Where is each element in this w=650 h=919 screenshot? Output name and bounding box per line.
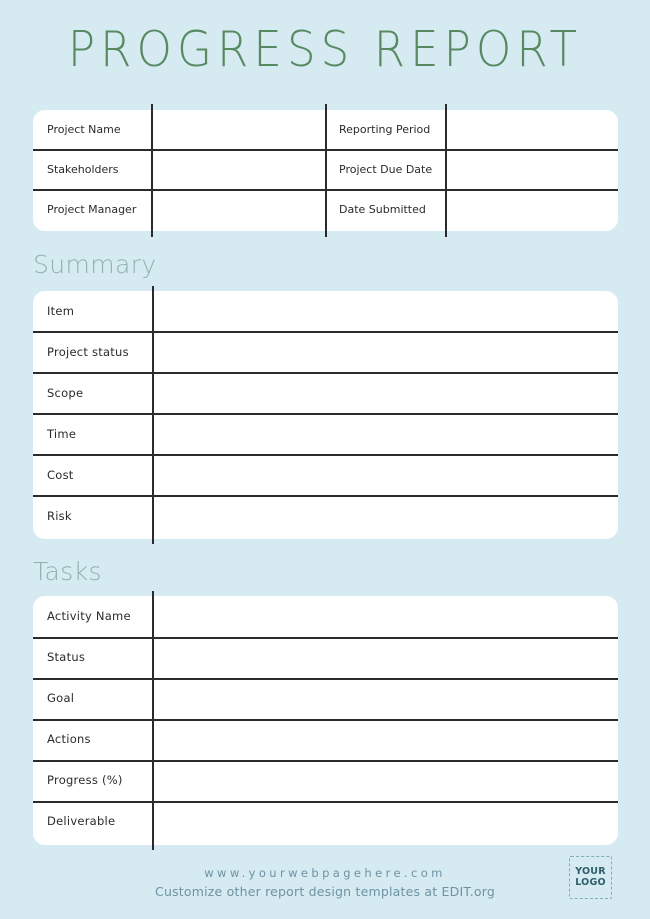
tasks-label-status: Status [47, 650, 86, 664]
tasks-row-divider-1 [33, 637, 618, 639]
tasks-field-progress[interactable] [155, 763, 615, 801]
logo-line-2: LOGO [575, 876, 606, 888]
tasks-field-actions[interactable] [155, 722, 615, 760]
info-column-divider-1 [151, 104, 153, 237]
summary-field-item[interactable] [155, 293, 615, 331]
info-column-divider-2 [325, 104, 327, 237]
info-column-divider-3 [445, 104, 447, 237]
page-title: PROGRESS REPORT [67, 21, 583, 78]
summary-table [33, 291, 618, 539]
tasks-section-heading: Tasks [33, 557, 102, 586]
tasks-label-progress: Progress (%) [47, 773, 123, 787]
tasks-column-divider [152, 591, 154, 850]
summary-field-scope[interactable] [155, 375, 615, 413]
info-label-reporting-period: Reporting Period [339, 123, 431, 136]
summary-row-divider-5 [33, 495, 618, 497]
info-label-project-due-date: Project Due Date [339, 163, 433, 176]
tasks-label-activity-name: Activity Name [47, 609, 131, 623]
info-label-stakeholders: Stakeholders [47, 163, 119, 176]
tasks-label-deliverable: Deliverable [47, 814, 116, 828]
summary-field-cost[interactable] [155, 457, 615, 495]
tasks-field-goal[interactable] [155, 681, 615, 719]
summary-label-item: Item [47, 304, 75, 318]
summary-row-divider-3 [33, 413, 618, 415]
summary-column-divider [152, 286, 154, 544]
summary-row-divider-4 [33, 454, 618, 456]
footer-tagline: Customize other report design templates at EDIT.org [155, 884, 495, 900]
summary-row-divider-2 [33, 372, 618, 374]
footer [0, 864, 650, 902]
summary-label-time: Time [47, 427, 77, 441]
info-field-project-due-date[interactable] [448, 152, 616, 189]
summary-field-risk[interactable] [155, 498, 615, 538]
tasks-field-status[interactable] [155, 640, 615, 678]
tasks-field-deliverable[interactable] [155, 804, 615, 844]
info-field-project-name[interactable] [153, 112, 325, 149]
info-field-project-manager[interactable] [153, 192, 325, 229]
summary-row-divider-1 [33, 331, 618, 333]
summary-label-risk: Risk [47, 509, 72, 523]
info-label-date-submitted: Date Submitted [339, 203, 426, 216]
info-label-project-name: Project Name [47, 123, 121, 136]
logo-placeholder[interactable] [569, 856, 612, 899]
summary-field-time[interactable] [155, 416, 615, 454]
summary-section-heading: Summary [33, 250, 157, 279]
info-field-reporting-period[interactable] [448, 112, 616, 149]
tasks-row-divider-4 [33, 760, 618, 762]
summary-label-project-status: Project status [47, 345, 129, 359]
summary-label-cost: Cost [47, 468, 74, 482]
tasks-label-goal: Goal [47, 691, 75, 705]
summary-label-scope: Scope [47, 386, 84, 400]
info-field-stakeholders[interactable] [153, 152, 325, 189]
info-label-project-manager: Project Manager [47, 203, 137, 216]
tasks-row-divider-5 [33, 801, 618, 803]
summary-field-project-status[interactable] [155, 334, 615, 372]
tasks-table [33, 596, 618, 845]
tasks-row-divider-3 [33, 719, 618, 721]
tasks-field-activity-name[interactable] [155, 598, 615, 637]
tasks-label-actions: Actions [47, 732, 91, 746]
logo-line-1: YOUR [575, 865, 606, 877]
info-field-date-submitted[interactable] [448, 192, 616, 229]
footer-website-url[interactable]: www.yourwebpagehere.com [204, 866, 446, 880]
tasks-row-divider-2 [33, 678, 618, 680]
